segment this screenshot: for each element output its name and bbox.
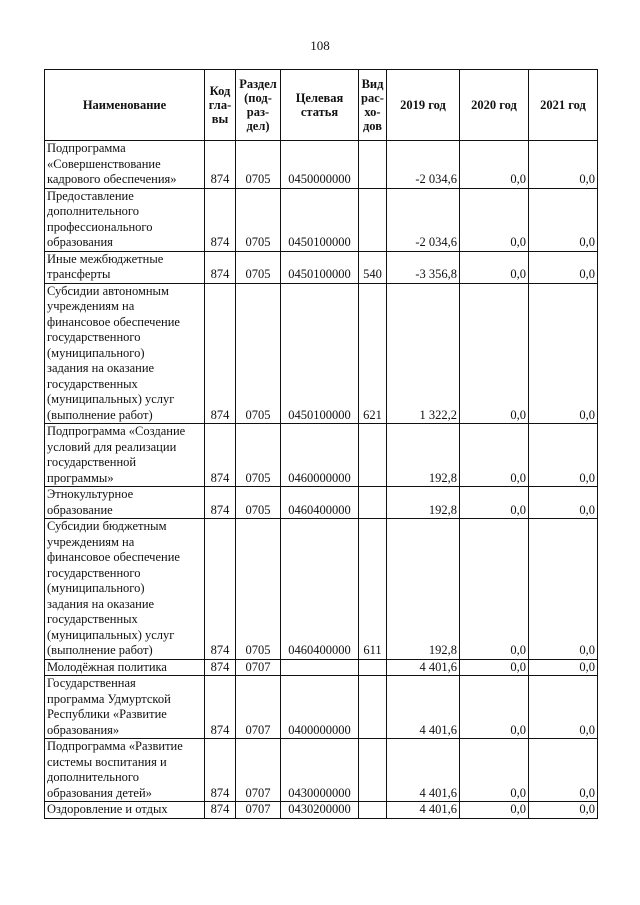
cell-name-line: (муниципального) <box>47 345 145 360</box>
cell-name-line: (муниципального) <box>47 581 145 595</box>
cell-expense: 611 <box>359 519 387 660</box>
cell-2019: 1 322,2 <box>387 283 460 424</box>
cell-name-line: задания на оказание <box>47 596 155 611</box>
cell-name-line: образования <box>47 235 113 249</box>
cell-2020: 0,0 <box>460 739 529 802</box>
header-target <box>281 70 359 141</box>
header-section-line: (под- <box>244 91 272 105</box>
cell-name-line: «Совершенствование <box>47 156 161 171</box>
table-header-row <box>45 70 598 141</box>
page-number: 108 <box>310 38 330 53</box>
cell-name-line: финансовое обеспечение <box>47 314 180 329</box>
header-code-line: Код <box>209 84 231 98</box>
cell-name-line: Субсидии автономным <box>47 283 169 298</box>
cell-section: 0705 <box>236 283 281 424</box>
cell-2020: 0,0 <box>460 676 529 739</box>
cell-section: 0705 <box>236 519 281 660</box>
cell-name-line: задания на оказание <box>47 361 155 375</box>
cell-name <box>45 424 205 487</box>
table-row <box>45 188 598 251</box>
cell-expense <box>359 141 387 189</box>
cell-code: 874 <box>205 283 236 424</box>
cell-2019: 192,8 <box>387 424 460 487</box>
cell-section: 0707 <box>236 802 281 819</box>
table-row <box>45 519 598 660</box>
cell-2021: 0,0 <box>529 739 598 802</box>
cell-expense <box>359 676 387 739</box>
cell-2019: 192,8 <box>387 519 460 660</box>
cell-2019: 4 401,6 <box>387 676 460 739</box>
cell-2020: 0,0 <box>460 141 529 189</box>
cell-name-line: (выполнение работ) <box>47 407 153 422</box>
table-row <box>45 739 598 802</box>
header-name: Наименование <box>45 70 205 141</box>
header-code <box>205 70 236 141</box>
cell-2021: 0,0 <box>529 487 598 519</box>
cell-section: 0705 <box>236 141 281 189</box>
cell-expense <box>359 188 387 251</box>
cell-name <box>45 519 205 660</box>
cell-target: 0430000000 <box>281 739 359 802</box>
cell-name-line: государственных <box>47 376 138 391</box>
cell-code: 874 <box>205 739 236 802</box>
cell-2021: 0,0 <box>529 251 598 283</box>
cell-name-line: государственного <box>47 330 141 344</box>
header-section-line: дел) <box>246 119 270 133</box>
cell-name-line: профессионального <box>47 219 153 234</box>
cell-target: 0430200000 <box>281 802 359 819</box>
cell-2021: 0,0 <box>529 802 598 819</box>
cell-2020: 0,0 <box>460 519 529 660</box>
header-2021: 2021 год <box>529 70 598 141</box>
cell-name-line: Подпрограмма «Создание <box>47 424 186 438</box>
cell-name-line: Молодёжная политика <box>47 659 167 674</box>
cell-name-line: условий для реализации <box>47 439 177 454</box>
cell-expense <box>359 802 387 819</box>
budget-table <box>44 69 598 819</box>
cell-name-line: кадрового обеспечения» <box>47 172 177 186</box>
cell-name-line: государственных <box>47 612 138 626</box>
table-row <box>45 283 598 424</box>
cell-code: 874 <box>205 659 236 676</box>
cell-expense <box>359 487 387 519</box>
cell-name-line: Государственная <box>47 676 136 690</box>
cell-2021: 0,0 <box>529 659 598 676</box>
cell-target: 0460400000 <box>281 519 359 660</box>
cell-2021: 0,0 <box>529 188 598 251</box>
cell-2020: 0,0 <box>460 283 529 424</box>
cell-code: 874 <box>205 487 236 519</box>
cell-2021: 0,0 <box>529 676 598 739</box>
cell-2019: -2 034,6 <box>387 188 460 251</box>
table-row <box>45 487 598 519</box>
cell-name-line: государственного <box>47 565 141 580</box>
header-2020: 2020 год <box>460 70 529 141</box>
cell-name-line: Иные межбюджетные <box>47 251 164 266</box>
cell-code: 874 <box>205 676 236 739</box>
cell-2020: 0,0 <box>460 251 529 283</box>
cell-name-line: Субсидии бюджетным <box>47 519 167 533</box>
cell-name <box>45 676 205 739</box>
cell-2020: 0,0 <box>460 188 529 251</box>
header-target-line: Целевая <box>295 91 344 105</box>
cell-name-line: образование <box>47 502 113 517</box>
header-expense-line: хо- <box>364 105 381 119</box>
table-row <box>45 141 598 189</box>
cell-name <box>45 283 205 424</box>
cell-name-line: трансферты <box>47 267 111 281</box>
cell-2019: 4 401,6 <box>387 739 460 802</box>
cell-2019: 192,8 <box>387 487 460 519</box>
cell-code: 874 <box>205 802 236 819</box>
cell-name-line: государственной <box>47 455 137 469</box>
cell-target: 0450000000 <box>281 141 359 189</box>
cell-expense <box>359 739 387 802</box>
cell-code: 874 <box>205 251 236 283</box>
cell-expense <box>359 659 387 676</box>
cell-target: 0460000000 <box>281 424 359 487</box>
cell-2021: 0,0 <box>529 424 598 487</box>
cell-2020: 0,0 <box>460 424 529 487</box>
table-row <box>45 802 598 819</box>
cell-2019: -2 034,6 <box>387 141 460 189</box>
cell-target: 0450100000 <box>281 188 359 251</box>
header-expense-line: Вид <box>361 77 384 91</box>
table-row <box>45 251 598 283</box>
header-code-line: вы <box>211 112 229 126</box>
table-row <box>45 676 598 739</box>
cell-target: 0450100000 <box>281 251 359 283</box>
cell-name-line: системы воспитания и <box>47 754 167 769</box>
cell-expense: 540 <box>359 251 387 283</box>
cell-code: 874 <box>205 424 236 487</box>
cell-target: 0450100000 <box>281 283 359 424</box>
cell-2020: 0,0 <box>460 802 529 819</box>
cell-name-line: дополнительного <box>47 770 139 784</box>
cell-name-line: Подпрограмма «Развитие <box>47 739 183 753</box>
cell-expense: 621 <box>359 283 387 424</box>
header-2019: 2019 год <box>387 70 460 141</box>
cell-2021: 0,0 <box>529 519 598 660</box>
header-expense-line: рас- <box>361 91 384 105</box>
cell-name-line: Республики «Развитие <box>47 707 167 721</box>
cell-name-line: программа Удмуртской <box>47 691 171 706</box>
cell-name-line: дополнительного <box>47 204 139 218</box>
cell-target <box>281 659 359 676</box>
cell-name <box>45 659 205 676</box>
cell-name-line: Подпрограмма <box>47 141 126 155</box>
cell-section: 0707 <box>236 659 281 676</box>
cell-2021: 0,0 <box>529 283 598 424</box>
cell-target: 0400000000 <box>281 676 359 739</box>
cell-section: 0705 <box>236 487 281 519</box>
cell-expense <box>359 424 387 487</box>
cell-code: 874 <box>205 141 236 189</box>
header-section-line: Раздел <box>239 77 277 91</box>
cell-name <box>45 802 205 819</box>
cell-2019: 4 401,6 <box>387 802 460 819</box>
table-row <box>45 424 598 487</box>
cell-name-line: Этнокультурное <box>47 487 134 501</box>
cell-code: 874 <box>205 519 236 660</box>
cell-2020: 0,0 <box>460 487 529 519</box>
header-section-line: раз- <box>246 105 270 119</box>
cell-section: 0707 <box>236 676 281 739</box>
header-target-line: статья <box>300 105 339 119</box>
cell-name-line: (муниципальных) услуг <box>47 392 175 406</box>
cell-name-line: образования» <box>47 722 120 737</box>
cell-name-line: программы» <box>47 470 114 485</box>
cell-2021: 0,0 <box>529 141 598 189</box>
cell-name-line: (муниципальных) услуг <box>47 627 175 642</box>
cell-2019: -3 356,8 <box>387 251 460 283</box>
cell-2020: 0,0 <box>460 659 529 676</box>
cell-name-line: учреждениям на <box>47 299 135 313</box>
cell-name-line: финансовое обеспечение <box>47 550 180 564</box>
cell-section: 0705 <box>236 188 281 251</box>
header-expense <box>359 70 387 141</box>
cell-name <box>45 251 205 283</box>
cell-name-line: (выполнение работ) <box>47 643 153 657</box>
cell-name-line: Оздоровление и отдых <box>47 802 168 816</box>
cell-section: 0705 <box>236 424 281 487</box>
header-code-line: гла- <box>208 98 232 112</box>
cell-code: 874 <box>205 188 236 251</box>
cell-section: 0707 <box>236 739 281 802</box>
header-section <box>236 70 281 141</box>
cell-name <box>45 487 205 519</box>
cell-name-line: Предоставление <box>47 188 134 203</box>
table-row <box>45 659 598 676</box>
cell-section: 0705 <box>236 251 281 283</box>
cell-name-line: образования детей» <box>47 785 152 800</box>
cell-name-line: учреждениям на <box>47 534 135 549</box>
cell-name <box>45 739 205 802</box>
cell-target: 0460400000 <box>281 487 359 519</box>
cell-name <box>45 188 205 251</box>
table-body <box>45 141 598 819</box>
header-expense-line: дов <box>362 119 382 133</box>
cell-2019: 4 401,6 <box>387 659 460 676</box>
cell-name <box>45 141 205 189</box>
